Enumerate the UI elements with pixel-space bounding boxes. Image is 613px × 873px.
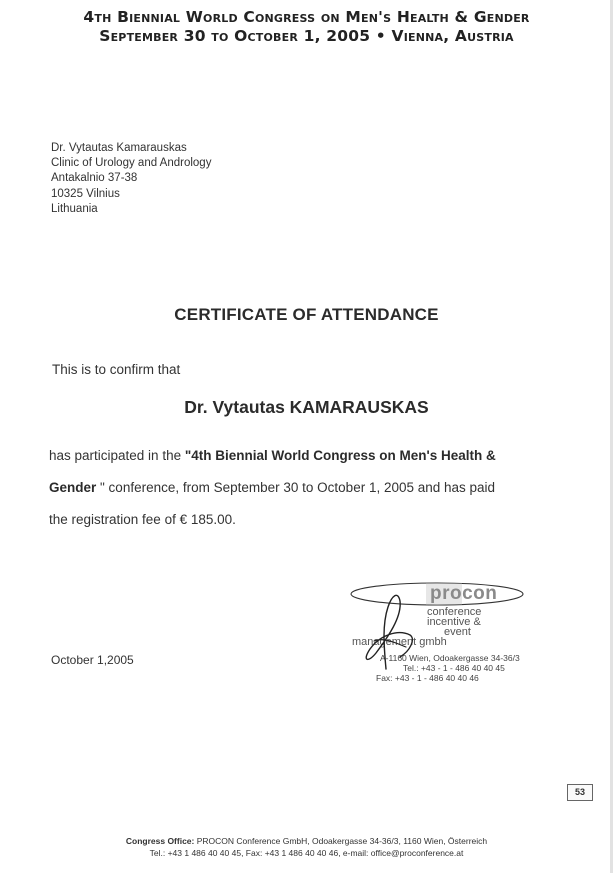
address-line: Dr. Vytautas Kamarauskas — [51, 142, 187, 154]
footer — [0, 835, 613, 859]
stamp-tel: Tel.: +43 - 1 - 486 40 40 45 — [403, 663, 505, 673]
confirm-text: This is to confirm that — [52, 362, 181, 377]
address-line: Lithuania — [51, 202, 98, 215]
stamp-fax: Fax: +43 - 1 - 486 40 40 46 — [376, 673, 479, 683]
statement-line-1: has participated in the "4th Biennial World Congress on Men's Health & — [49, 448, 496, 463]
congress-title: 4th Biennial World Congress on Men's Health & Gender — [83, 8, 530, 26]
address-line: Antakalnio 37-38 — [51, 172, 138, 185]
footer-line-1: Congress Office: PROCON Conference GmbH, Odoakergasse 34-36/3, 1160 Wien, Österreich — [125, 836, 488, 846]
issue-date: October 1,2005 — [51, 653, 134, 667]
congress-dates: September 30 to October 1, 2005 • Vienna, Austria — [99, 27, 514, 45]
certificate-title: CERTIFICATE OF ATTENDANCE — [174, 305, 439, 324]
attendance-statement — [49, 440, 569, 536]
stamp-tagline: conference — [427, 606, 482, 618]
statement-line-2: Gender " conference, from September 30 to October 1, 2005 and has paid — [49, 480, 496, 495]
recipient-address — [51, 141, 211, 217]
address-line: Clinic of Urology and Andrology — [51, 157, 212, 170]
footer-line-2: Tel.: +43 1 486 40 40 45, Fax: +43 1 486 40 40 46, e-mail: office@proconference.at — [149, 848, 464, 858]
stamp-tagline: incentive & — [427, 616, 481, 628]
attendee-name: Dr. Vytautas KAMARAUSKAS — [184, 397, 429, 417]
procon-logo: procon — [430, 583, 498, 604]
company-stamp — [340, 577, 530, 687]
signature — [340, 577, 430, 677]
stamp-address: A-1160 Wien, Odoakergasse 34-36/3 — [380, 653, 520, 663]
address-line: 10325 Vilnius — [51, 187, 120, 200]
stamp-tagline: management gmbh — [352, 636, 447, 648]
statement-line-3: the registration fee of € 185.00. — [49, 512, 236, 527]
stamp-tagline: event — [444, 626, 471, 638]
page-number: 53 — [567, 784, 593, 801]
